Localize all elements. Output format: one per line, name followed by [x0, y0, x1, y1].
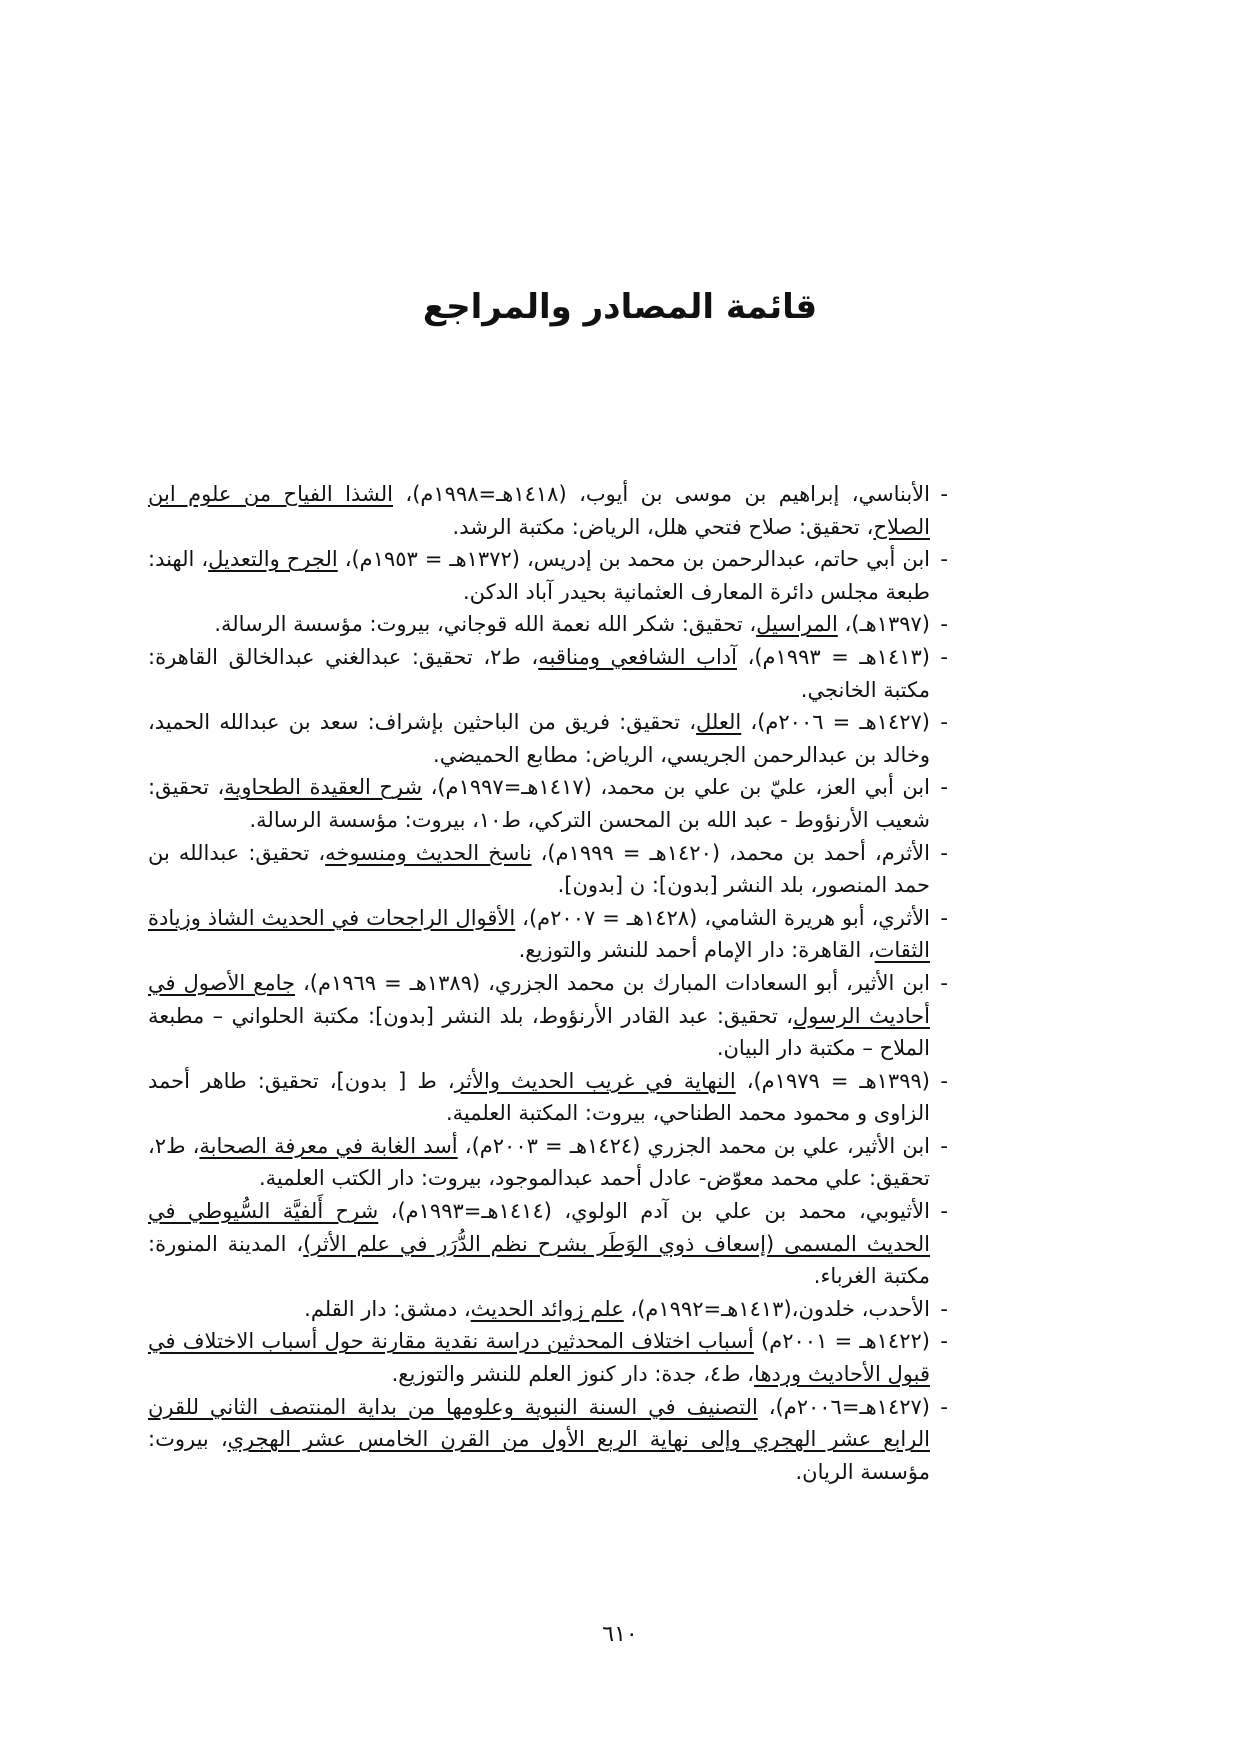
reference-title: الشذا الفياح من علوم ابن الصلاح: [148, 482, 930, 539]
reference-title: آداب الشافعي ومناقبه: [538, 644, 737, 669]
reference-author-date: الأثري، أبو هريرة الشامي، (١٤٢٨هـ = ٢٠٠٧م)،: [515, 905, 930, 930]
reference-publication: ، ط٢، تحقيق: علي محمد معوّض- عادل أحمد عبدالموجود، بيروت: دار الكتب العلمية.: [148, 1133, 930, 1191]
reference-title: المراسيل: [756, 612, 838, 637]
reference-author-date: (١٣٩٩هـ = ١٩٧٩م)،: [735, 1068, 930, 1093]
reference-author-date: (١٣٩٧هـ)،: [837, 612, 930, 637]
reference-publication: ، تحقيق: فريق من الباحثين بإشراف: سعد بن عبدالله الحميد، وخالد بن عبدالرحمن الجريسي، الرياض: مطابع الحميضي.: [148, 710, 930, 767]
list-bullet: -: [940, 775, 948, 800]
reference-entry: [148, 1325, 948, 1390]
reference-title: شرح العقيدة الطحاوية: [224, 775, 423, 800]
reference-author-date: الأبناسي، إبراهيم بن موسى بن أيوب، (١٤١٨هـ=١٩٩٨م)،: [392, 482, 930, 506]
reference-title: أسد الغابة في معرفة الصحابة: [199, 1133, 458, 1158]
reference-publication: ، المدينة المنورة: مكتبة الغرباء.: [148, 1231, 930, 1289]
reference-publication: ، دمشق: دار القلم.: [304, 1296, 471, 1321]
reference-author-date: الأحدب، خلدون،(١٤١٣هـ=١٩٩٢م)،: [623, 1296, 930, 1321]
reference-author-date: الأثرم، أحمد بن محمد، (١٤٢٠هـ = ١٩٩٩م)،: [531, 840, 930, 865]
list-bullet: -: [940, 1133, 948, 1158]
reference-author-date: ابن أبي حاتم، عبدالرحمن بن محمد بن إدريس، (١٣٧٢هـ = ١٩٥٣م)،: [337, 547, 930, 572]
reference-publication: ، تحقيق: عبدالله بن حمد المنصور، بلد النشر [بدون]: ن [بدون].: [148, 840, 930, 898]
reference-entry: [148, 902, 948, 967]
reference-entry: [148, 1195, 948, 1293]
reference-publication: ، تحقيق: عبد القادر الأرنؤوط، بلد النشر [بدون]: مكتبة الحلواني – مطبعة الملاح – مكتبة دار البيان.: [148, 1003, 930, 1061]
list-bullet: -: [940, 1329, 948, 1354]
reference-publication: ، ط٤، جدة: دار كنوز العلم للنشر والتوزيع.: [391, 1362, 755, 1387]
reference-entry: [148, 771, 948, 836]
list-bullet: -: [940, 1296, 948, 1321]
reference-entry: [148, 1065, 948, 1130]
list-bullet: -: [940, 612, 948, 637]
reference-publication: ، تحقيق: صلاح فتحي هلل، الرياض: مكتبة الرشد.: [452, 514, 874, 539]
reference-entry: [148, 706, 948, 771]
list-bullet: -: [940, 970, 948, 995]
list-bullet: -: [940, 482, 948, 506]
reference-entry: [148, 478, 948, 543]
reference-author-date: ابن الأثير، أبو السعادات المبارك بن محمد الجزري، (١٣٨٩هـ = ١٩٦٩م)،: [295, 970, 931, 995]
reference-title: علم زوائد الحديث: [470, 1296, 624, 1321]
reference-publication: ، ط٢، تحقيق: عبدالغني عبدالخالق القاهرة: مكتبة الخانجي.: [148, 644, 930, 702]
reference-publication: ، ط [ بدون]، تحقيق: طاهر أحمد الزاوى و محمود محمد الطناحي، بيروت: المكتبة العلمية.: [148, 1068, 930, 1126]
reference-entry: [148, 967, 948, 1065]
reference-entry: [148, 543, 948, 608]
reference-title: شرح أَلفيَّة السُّيوطي في الحديث المسمى (إسعاف ذوي الوَطَر بشرح نظم الدُّرَر في علم الأثر): [148, 1199, 930, 1256]
reference-publication: ، الهند: طبعة مجلس دائرة المعارف العثمانية بحيدر آباد الدكن.: [148, 547, 930, 604]
list-bullet: -: [940, 1068, 948, 1093]
reference-entry: [148, 608, 948, 641]
reference-entry: [148, 837, 948, 902]
reference-publication: ، تحقيق: شعيب الأرنؤوط - عبد الله بن المحسن التركي، ط١٠، بيروت: مؤسسة الرسالة.: [148, 775, 930, 832]
reference-title: العلل: [696, 710, 742, 735]
reference-entry: [148, 1391, 948, 1489]
page-number: ٦١٠: [602, 1622, 638, 1647]
reference-author-date: (١٤٢٧هـ=٢٠٠٦م)،: [757, 1394, 930, 1419]
list-bullet: -: [940, 1199, 948, 1224]
reference-title: أسباب اختلاف المحدثين دراسة نقدية مقارنة حول أسباب الاختلاف في قبول الأحاديث وردها: [148, 1329, 930, 1387]
list-bullet: -: [940, 644, 948, 669]
reference-author-date: ابن أبي العز، عليّ بن علي بن محمد، (١٤١٧هـ=١٩٩٧م)،: [422, 775, 930, 800]
reference-title: الجرح والتعديل: [208, 547, 338, 572]
reference-title: ناسخ الحديث ومنسوخه: [325, 840, 532, 865]
reference-publication: ، تحقيق: شكر الله نعمة الله قوجاني، بيروت: مؤسسة الرسالة.: [214, 612, 757, 637]
list-bullet: -: [940, 1394, 948, 1419]
reference-title: جامع الأصول في أحاديث الرسول: [148, 970, 930, 1028]
list-bullet: -: [940, 840, 948, 865]
reference-title: الأقوال الراجحات في الحديث الشاذ وزيادة الثقات: [148, 905, 930, 963]
reference-author-date: ابن الأثير، علي بن محمد الجزري (١٤٢٤هـ = ٢٠٠٣م)،: [457, 1133, 931, 1158]
reference-entry: [148, 1293, 948, 1326]
reference-author-date: الأثيوبي، محمد بن علي بن آدم الولوي، (١٤١٤هـ=١٩٩٣م)،: [378, 1199, 930, 1224]
reference-entry: [148, 1130, 948, 1195]
list-bullet: -: [940, 905, 948, 930]
page-title: قائمة المصادر والمراجع: [422, 287, 818, 327]
list-bullet: -: [940, 547, 948, 572]
reference-publication: ، بيروت: مؤسسة الريان.: [148, 1427, 930, 1484]
reference-author-date: (١٤١٣هـ = ١٩٩٣م)،: [736, 644, 930, 669]
reference-publication: ، القاهرة: دار الإمام أحمد للنشر والتوزيع.: [518, 938, 875, 963]
references-list: [148, 478, 948, 1488]
reference-entry: [148, 641, 948, 706]
reference-title: النهاية في غريب الحديث والأثر: [454, 1068, 736, 1093]
list-bullet: -: [940, 710, 948, 735]
reference-author-date: (١٤٢٢هـ = ٢٠٠١م): [753, 1329, 930, 1354]
reference-author-date: (١٤٢٧هـ = ٢٠٠٦م)،: [741, 710, 930, 735]
reference-title: التصنيف في السنة النبوية وعلومها من بداية المنتصف الثاني للقرن الرابع عشر الهجري وإلى نهاية الربع الأول من القرن الخامس عشر الهجري: [148, 1394, 930, 1452]
